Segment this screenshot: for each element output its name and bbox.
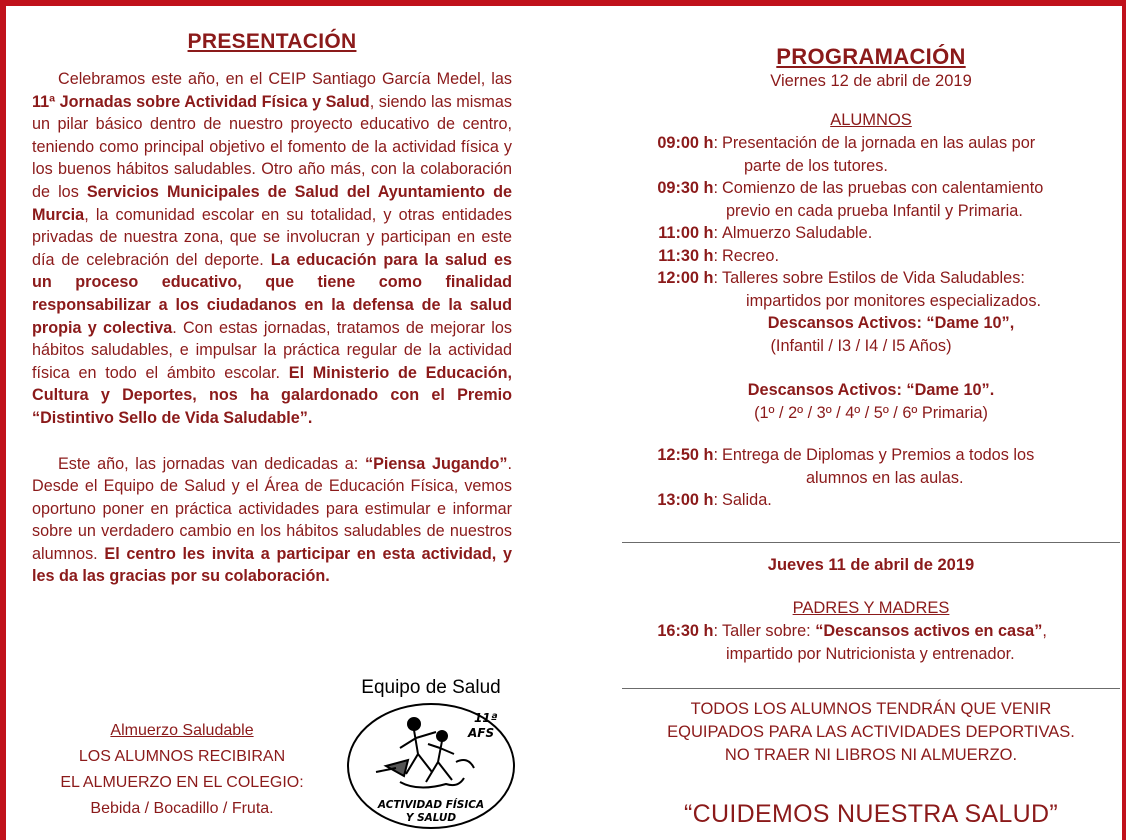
presentacion-section (32, 30, 512, 588)
almuerzo-line-2: EL ALMUERZO EN EL COLEGIO: (60, 774, 304, 791)
schedule-item (622, 177, 1120, 222)
schedule-item (622, 222, 1120, 245)
schedule-desc (718, 620, 1120, 665)
schedule-text: Salida. (722, 491, 772, 509)
schedule-text-cont: alumnos en las aulas. (806, 468, 964, 487)
logo-line-2: Y SALUD (405, 812, 457, 824)
p2-text-a: Este año, las jornadas van dedicadas a: (58, 454, 365, 473)
p1-text-e: , la comunidad escolar en su totalidad, y otras entidades privadas de nuestra zona, que se involucran y participan en este día de celebración del deporte. (32, 205, 512, 269)
almuerzo-line-3: Bebida / Bocadillo / Fruta. (90, 800, 274, 817)
schedule-item (622, 444, 1120, 489)
p1-text-g: . Con estas jornadas, tratamos de mejorar los hábitos saludables, e impulsar la práctica regular de la actividad física en todo el ámbito escolar. (32, 318, 512, 382)
schedule-time: 11:30 h: (658, 246, 718, 265)
notice-line-2: EQUIPADOS PARA LAS ACTIVIDADES DEPORTIVAS. (667, 722, 1075, 741)
schedule-text: Recreo. (722, 246, 780, 265)
presentacion-paragraph-1 (32, 68, 512, 430)
equipo-title: Equipo de Salud (361, 677, 501, 698)
logo-number: 11ª (474, 711, 498, 725)
schedule-desc (718, 267, 1120, 312)
schedule-text: Entrega de Diplomas y Premios a todos los (722, 446, 1035, 464)
divider-2 (622, 688, 1120, 689)
time-value: 09:00 h (657, 134, 714, 152)
padres-text-c: , (1042, 622, 1047, 640)
divider-1 (622, 542, 1120, 543)
schedule-text-cont: previo en cada prueba Infantil y Primaria. (726, 201, 1023, 220)
schedule-time: 09:30 h: (657, 179, 718, 197)
schedule-time: 11:00 h: (658, 224, 718, 242)
schedule-desc (718, 444, 1120, 489)
schedule-item (622, 489, 1120, 512)
descanso-2-title: Descansos Activos: “Dame 10”. (747, 381, 995, 399)
time-value: 12:50 h (657, 446, 714, 464)
slogan: “CUIDEMOS NUESTRA SALUD” (684, 800, 1058, 828)
p1-text-a: Celebramos este año, en el CEIP Santiago García Medel, las (58, 70, 512, 88)
p1-bold-jornadas: 11ª Jornadas sobre Actividad Física y Salud (32, 92, 370, 111)
time-value: 09:30 h (657, 179, 714, 197)
p1-bold-servicios: Servicios Municipales de Salud del Ayuntamiento de Murcia (32, 182, 512, 224)
p2-bold-piensa: “Piensa Jugando” (364, 454, 508, 473)
padres-item (622, 620, 1120, 665)
jueves-date: Jueves 11 de abril de 2019 (767, 556, 975, 574)
almuerzo-line-1: LOS ALUMNOS RECIBIRAN (78, 748, 286, 765)
schedule-text-cont: impartidos por monitores especializados. (746, 291, 1042, 310)
programacion-title: PROGRAMACIÓN (776, 44, 966, 69)
notice-box (622, 698, 1120, 766)
time-value: 11:30 h (658, 246, 714, 265)
descanso-1 (662, 312, 1120, 357)
schedule-text: Almuerzo Saludable. (722, 224, 873, 242)
schedule-desc (718, 222, 1120, 245)
schedule-desc (718, 132, 1120, 177)
padres-text-cont: impartido por Nutricionista y entrenador. (726, 644, 1015, 663)
descanso-1-sub: (Infantil / I3 / I4 / I5 Años) (770, 336, 952, 355)
time-value: 11:00 h (658, 224, 714, 242)
time-value: 16:30 h (657, 622, 714, 640)
schedule-time: 12:50 h: (657, 446, 718, 464)
schedule-time: 16:30 h: (657, 622, 718, 640)
padres-text-bold: “Descansos activos en casa” (815, 622, 1043, 640)
jueves-section (622, 554, 1120, 665)
schedule-desc (718, 245, 1120, 268)
afs-logo (346, 702, 516, 830)
schedule-item (622, 267, 1120, 312)
notice-line-3: NO TRAER NI LIBROS NI ALMUERZO. (724, 745, 1018, 764)
schedule-time: 09:00 h: (657, 134, 718, 152)
p1-text-c: , siendo las mismas un pilar básico dentro de nuestro proyecto educativo de centro, teniendo como principal objetivo el fomento de la actividad física y los buenos hábitos saludables. Otro año más, con la colaboración de los (32, 92, 513, 201)
schedule-item (622, 132, 1120, 177)
almuerzo-box (32, 718, 332, 822)
schedule-time: 13:00 h: (657, 491, 718, 509)
time-value: 13:00 h (657, 491, 714, 509)
programacion-date: Viernes 12 de abril de 2019 (770, 72, 972, 90)
schedule-text-cont: parte de los tutores. (744, 156, 888, 175)
schedule-list (622, 132, 1120, 312)
schedule-text: Talleres sobre Estilos de Vida Saludables: (722, 269, 1025, 287)
p2-text-c: . Desde el Equipo de Salud y el Área de Educación Física, vemos oportuno poner en práctica actividades para estimular e informar sobre un verdadero cambio en los hábitos saludables de nuestros alumnos. (32, 454, 512, 563)
p1-bold-educacion: La educación para la salud es un proceso educativo, que tiene como finalidad responsabilizar a los ciudadanos en la defensa de la salud propia y colectiva (32, 250, 512, 337)
alumnos-title: ALUMNOS (830, 111, 912, 129)
descanso-2-sub: (1º / 2º / 3º / 4º / 5º / 6º Primaria) (754, 403, 988, 422)
descanso-1-title: Descansos Activos: “Dame 10”, (767, 314, 1015, 332)
almuerzo-title: Almuerzo Saludable (110, 722, 254, 739)
schedule-desc (718, 489, 1120, 512)
schedule-desc (718, 177, 1120, 222)
padres-title: PADRES Y MADRES (792, 599, 950, 617)
presentacion-paragraph-2 (32, 453, 512, 589)
descanso-2 (622, 379, 1120, 424)
logo-line-1: ACTIVIDAD FÍSICA (377, 799, 485, 811)
notice-line-1: TODOS LOS ALUMNOS TENDRÁN QUE VENIR (690, 700, 1052, 718)
p1-bold-ministerio: El Ministerio de Educación, Cultura y Deportes, nos ha galardonado con el Premio “Distintivo Sello de Vida Saludable”. (32, 363, 512, 427)
logo-abbr: AFS (468, 726, 495, 740)
p2-bold-invita: El centro les invita a participar en esta actividad, y les da las gracias por su colaboración. (32, 544, 512, 586)
schedule-time: 12:00 h: (657, 269, 718, 287)
presentacion-title: PRESENTACIÓN (187, 30, 357, 53)
schedule-list-2 (622, 444, 1120, 512)
programacion-section (622, 44, 1120, 512)
schedule-text: Presentación de la jornada en las aulas por (722, 134, 1036, 152)
schedule-text: Comienzo de las pruebas con calentamiento (722, 179, 1044, 197)
padres-text-a: Taller sobre: (722, 622, 816, 640)
schedule-item (622, 245, 1120, 268)
time-value: 12:00 h (657, 269, 714, 287)
